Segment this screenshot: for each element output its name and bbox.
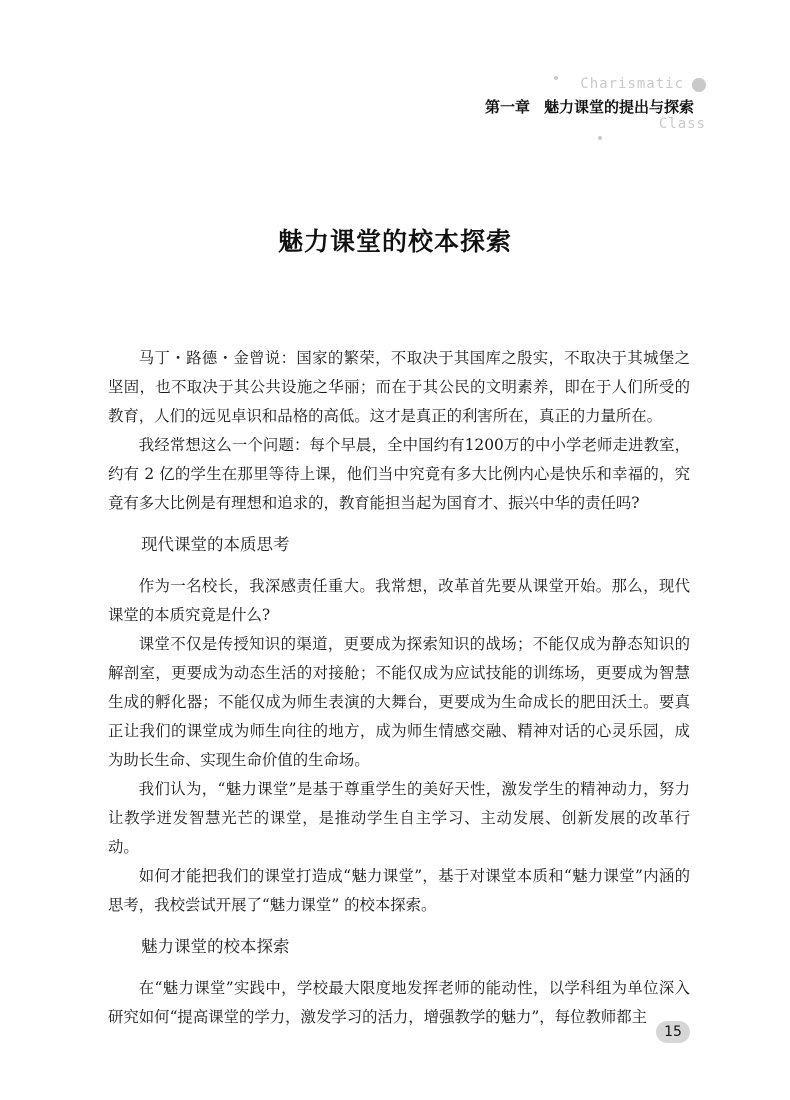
section-heading: 现代课堂的本质思考 — [141, 535, 290, 554]
deco-word-class: Class — [658, 116, 706, 132]
chapter-header — [485, 96, 694, 117]
paragraph: 如何才能把我们的课堂打造成“魅力课堂”，基于对课堂本质和“魅力课堂”内涵的思考，我校尝试开展了“魅力课堂” 的校本探索。 — [108, 867, 690, 914]
deco-word-charismatic: Charismatic — [580, 76, 684, 92]
paragraph: 课堂不仅是传授知识的渠道，更要成为探索知识的战场；不能仅成为静态知识的解剖室，更要成为动态生活的对接舱；不能仅成为应试技能的训练场，更要成为智慧生成的孵化器；不能仅成为师生表演的大舞台，更要成为生命成长的肥田沃土。要真正让我们的课堂成为师生向往的地方，成为师生情感交融、精神对话的心灵乐园，成为助长生命、实现生命价值的生命场。 — [108, 635, 690, 769]
body-text — [108, 344, 690, 1032]
paragraph: 在“魅力课堂”实践中，学校最大限度地发挥老师的能动性，以学科组为单位深入研究如何“提高课堂的学力，激发学习的活力，增强教学的魅力”，每位教师都主 — [108, 979, 690, 1026]
page-number: 15 — [656, 1021, 690, 1043]
section-heading: 魅力课堂的校本探索 — [141, 937, 290, 956]
chapter-title: 魅力课堂的提出与探索 — [543, 98, 694, 116]
paragraph: 作为一名校长，我深感责任重大。我常想，改革首先要从课堂开始。那么，现代课堂的本质究竟是什么? — [108, 577, 690, 624]
page-title: 魅力课堂的校本探索 — [277, 227, 512, 256]
decor-dot — [554, 76, 558, 80]
paragraph: 我们认为，“魅力课堂”是基于尊重学生的美好天性，激发学生的精神动力，努力让教学迸发智慧光芒的课堂，是推动学生自主学习、主动发展、创新发展的改革行动。 — [108, 780, 690, 856]
decor-dot — [598, 136, 602, 140]
chapter-number: 第一章 — [484, 98, 530, 116]
paragraph: 马丁・路德・金曾说：国家的繁荣，不取决于其国库之殷实，不取决于其城堡之坚固，也不取决于其公共设施之华丽；而在于其公民的文明素养，即在于人们所受的教育，人们的远见卓识和品格的高低。这才是真正的利害所在，真正的力量所在。 — [108, 349, 690, 425]
decor-dot-large — [692, 78, 706, 92]
paragraph: 我经常想这么一个问题：每个早晨，全中国约有1200万的中小学老师走进教室，约有 2 亿的学生在那里等待上课，他们当中究竟有多大比例内心是快乐和幸福的，究竟有多大比例是有理想和追求的，教育能担当起为国育才、振兴中华的责任吗? — [108, 436, 690, 512]
